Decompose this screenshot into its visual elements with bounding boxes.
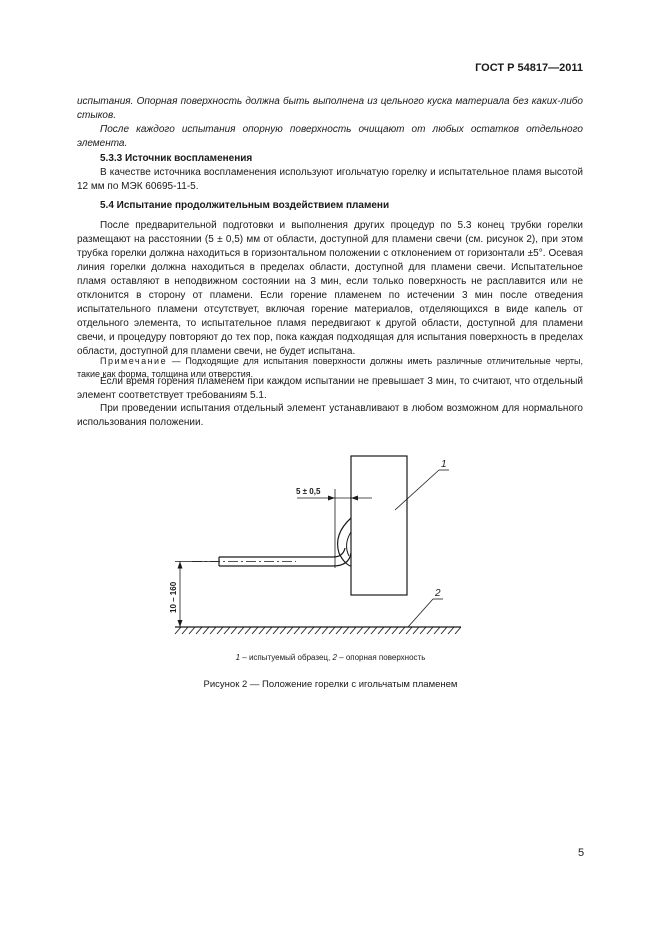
legend-text-2: – опорная поверхность <box>339 653 426 662</box>
leader-2 <box>408 599 433 627</box>
leader-1 <box>395 470 439 510</box>
paragraph-continuation: испытания. Опорная поверхность должна быть выполнена из цельного куска материала без каких-либо стыков. <box>77 96 583 121</box>
dim-height-label: 10 – 160 <box>169 581 178 613</box>
label-2: 2 <box>435 588 441 599</box>
paragraph-burning-time: Если время горения пламенем при каждом испытании не превышает 3 мин, то считают, что отдельный элемент соответствует требованиям 5.1. <box>77 376 583 401</box>
legend-num-1: 1 <box>235 653 241 662</box>
note-label: Примечание <box>100 356 168 366</box>
section-5-3-3-text: В качестве источника воспламенения используют игольчатую горелку и испытательное пламя высотой 12 мм по МЭК 60695-11-5. <box>77 167 583 192</box>
flame-inner <box>347 532 351 556</box>
label-1: 1 <box>441 459 447 470</box>
section-5-3-3-heading: 5.3.3 Источник воспламенения <box>100 153 253 164</box>
dim-gap-label: 5 ± 0,5 <box>296 487 321 496</box>
note-text: — Подходящие для испытания поверхности должны иметь различные отличительные черты, такие как форма, толщина или отверстия. <box>77 356 583 379</box>
section-5-4-heading: 5.4 Испытание продолжительным воздействием пламени <box>100 200 390 211</box>
document-id: ГОСТ Р 54817—2011 <box>475 62 583 74</box>
page-number: 5 <box>578 847 585 859</box>
figure-legend <box>0 653 661 662</box>
figure-caption: Рисунок 2 — Положение горелки с игольчатым пламенем <box>203 679 458 690</box>
section-5-4-text: После предварительной подготовки и выполнения других процедур по 5.3 конец трубки горелки размещают на расстоянии (5 ± 0,5) мм от области, доступной для пламени свечи (см. рисунок 2), при этом трубка горелки должна находиться в горизонтальном положении с отклонением от горизонтали ±5°. Осевая линия горелки должна находиться в пределах области, доступной для пламени свечи. Испытательное пламя оставляют в неподвижном состоянии на 3 мин, если только поверхность не расплавится или не отклонится в сторону от пламени. Если горение пламенем по истечении 3 мин после отведения испытательного пламени отсутствует, включая горение материалов, отделяющихся в виде капель от отдельного элемента, то испытательное пламя передвигают к другой области, доступной для пламени свечи, и процедуру повторяют до тех пор, пока каждая подходящая для испытания поверхность в пределах области, доступной для пламени свечи, не будет испытана. <box>77 220 583 357</box>
paragraph-position: При проведении испытания отдельный элемент устанавливают в любом возможном для нормального использования положении. <box>77 403 583 428</box>
paragraph-cleaning: После каждого испытания опорную поверхность очищают от любых остатков отдельного элемента. <box>77 124 583 149</box>
surface-hatching <box>175 627 461 634</box>
legend-num-2: 2 <box>332 653 337 662</box>
legend-text-1: – испытуемый образец, <box>242 653 331 662</box>
test-specimen <box>351 456 407 595</box>
burner-tube <box>219 548 351 566</box>
